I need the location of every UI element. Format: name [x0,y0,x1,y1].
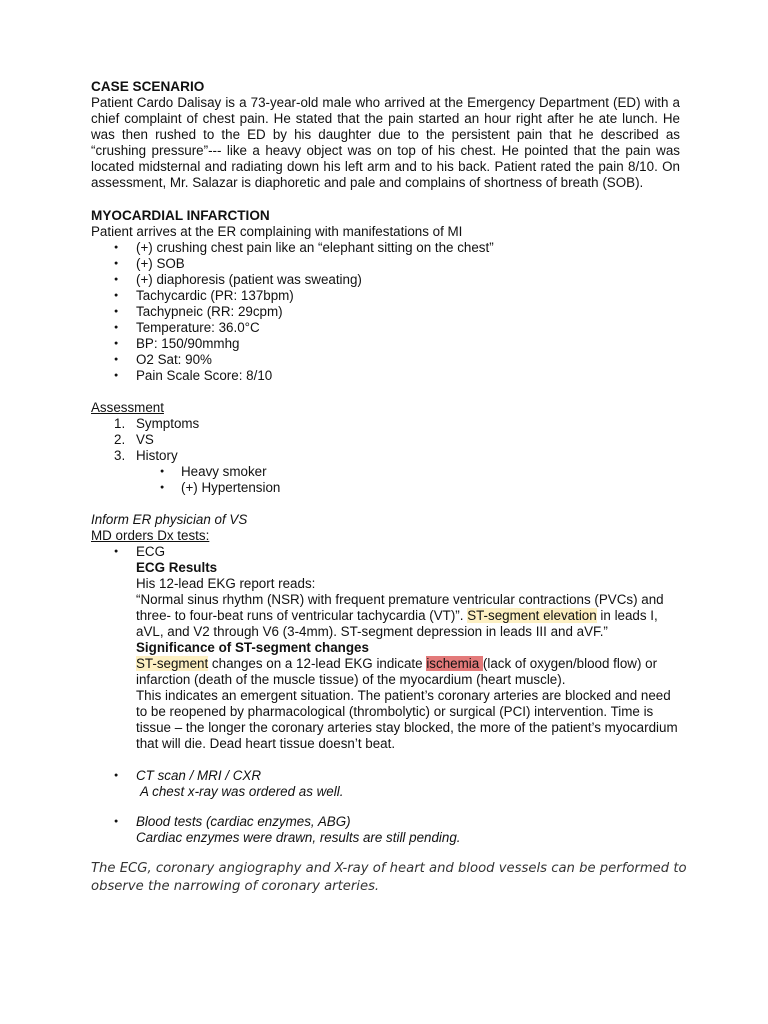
list-item: ● Tachypneic (RR: 29cpm) [91,304,680,320]
ecg-results-heading: ECG Results [136,560,218,575]
list-item: ● (+) diaphoresis (patient was sweating) [91,272,680,288]
emergent-situation-text: This indicates an emergent situation. The patient’s coronary arteries are blocked and need to be reopened by pharmacological (thrombolytic) or surgical (PCI) intervention. Time is tissue – the longer the coronary arteries stay blocked, the more of the patient’s myocardium that will die. Dead heart tissue doesn’t beat. [136,688,678,751]
list-item: ● Heavy smoker [91,464,680,480]
list-item: ● Temperature: 36.0°C [91,320,680,336]
blood-note: Cardiac enzymes were drawn, results are still pending. [136,830,461,845]
blood-label: ● Blood tests (cardiac enzymes, ABG) [136,814,351,829]
inform-physician-note: Inform ER physician of VS [91,512,248,527]
list-item: ● BP: 150/90mmhg [91,336,680,352]
list-number: 2. [114,432,126,447]
ct-label: ● CT scan / MRI / CXR [136,768,261,783]
assessment-list [91,416,680,464]
mi-heading: MYOCARDIAL INFARCTION [91,208,270,223]
list-item-blood [91,814,680,846]
md-orders-heading: MD orders Dx tests: [91,528,210,543]
list-item: ● (+) crushing chest pain like an “elephant sitting on the chest” [91,240,680,256]
list-item: ● Tachycardic (PR: 137bpm) [91,288,680,304]
list-item: ● (+) Hypertension [91,480,680,496]
list-item [91,416,680,432]
mi-intro: Patient arrives at the ER complaining with manifestations of MI [91,224,463,239]
case-scenario-text: Patient Cardo Dalisay is a 73-year-old male who arrived at the Emergency Department (ED) with a chief complaint of chest pain. He stated that the pain started an hour right after he ate lunch. He was then rushed to the ED by his daughter due to the persistent pain that he described as “crushing pressure”--- like a heavy object was on top of his chest. He pointed that the pain was located midsternal and radiating down his left arm and to his back. Patient rated the pain 8/10. On assessment, Mr. Salazar is diaphoretic and pale and complains of shortness of breath (SOB). [91,95,680,190]
dx-tests-list [91,544,680,846]
list-item: ● (+) SOB [91,256,680,272]
history-list [91,464,680,496]
list-item: ● Pain Scale Score: 8/10 [91,368,680,384]
list-item [91,432,680,448]
significance-text: ST-segment changes on a 12-lead EKG indicate ischemia (lack of oxygen/blood flow) or infarction (death of the muscle tissue) of the myocardium (heart muscle). [136,656,658,687]
st-segment-highlight: ST-segment [136,656,209,671]
significance-heading: Significance of ST-segment changes [136,640,369,655]
ecg-report-quote: “Normal sinus rhythm (NSR) with frequent premature ventricular contractions (PVCs) and three- to four-beat runs of ventricular tachycardia (VT)”. ST-segment elevation in leads I, aVL, and V2 through V6 (3-4mm). ST-segment depression in leads III and aVF.” [136,592,664,639]
list-item-ct [91,768,680,800]
list-label: History [136,448,178,463]
ischemia-highlight: ischemia [426,656,483,671]
list-item [91,448,680,464]
list-item-ecg [91,544,680,752]
list-label: Symptoms [136,416,200,431]
list-label: VS [136,432,154,447]
case-scenario-heading: CASE SCENARIO [91,79,205,94]
ct-note: A chest x-ray was ordered as well. [140,784,344,799]
mi-manifestations-list [91,240,680,384]
assessment-heading: Assessment [91,400,164,415]
list-number: 1. [114,416,126,431]
ecg-report-intro: His 12-lead EKG report reads: [136,576,316,591]
st-elevation-highlight: ST-segment elevation [467,608,597,623]
final-note: The ECG, coronary angiography and X-ray of heart and blood vessels can be performed to observe the narrowing of coronary arteries. [91,861,687,894]
ecg-label: ● ECG [136,544,166,559]
list-item: ● O2 Sat: 90% [91,352,680,368]
list-number: 3. [114,448,126,463]
